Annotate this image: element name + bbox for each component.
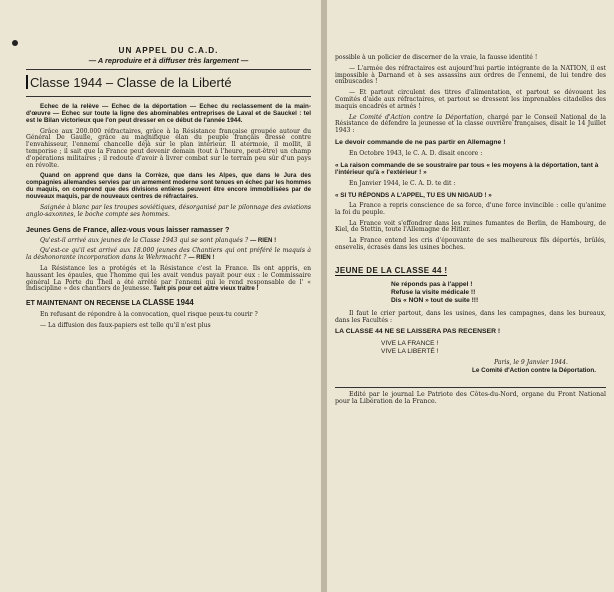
slogans (335, 340, 606, 356)
paragraph-text: chargé par le Conseil National de la Résistance de défendre la jeunesse et la classe ouvrière françaises, disait le 14 Juillet 1943 : (335, 113, 607, 135)
command-item: Ne réponds pas à l'appel ! (391, 280, 473, 288)
answer-text: — RIEN ! (188, 254, 215, 262)
appeal-header: UN APPEL DU C.A.D. (118, 46, 219, 55)
slogan: VIVE LA FRANCE ! (381, 340, 439, 348)
org-name: Le Comité d'Action contre la Déportation, (349, 113, 485, 121)
commands-list (335, 281, 606, 305)
answer-text: — RIEN ! (250, 236, 277, 244)
census-refusal: LA CLASSE 44 NE SE LAISSERA PAS RECENSER ! (335, 328, 501, 336)
census-prefix: ET MAINTENANT ON RECENSE LA (26, 300, 141, 308)
paragraph: En Janvier 1944, le C. A. D. te dit : (349, 179, 456, 187)
young-heading: JEUNE DE LA CLASSE 44 ! (335, 265, 448, 275)
paragraph: — La diffusion des faux-papiers est telle qu'il n'est plus (40, 321, 211, 329)
divider (26, 69, 311, 70)
ink-mark (12, 40, 18, 46)
divider (26, 96, 311, 97)
command-item: Refuse la visite médicale !! (391, 288, 476, 296)
divider (335, 387, 606, 388)
paragraph (335, 115, 606, 135)
signature: Le Comité d'Action contre la Déportation. (472, 367, 596, 375)
paragraph: La France entend les cris d'épouvante de ses malheureux fils déportés, brûlés, ensevelis, écrasés dans les usines boches. (335, 237, 606, 251)
reproduce-instruction: — A reproduire et à diffuser très largement — (88, 56, 249, 65)
question-paragraph (26, 248, 311, 262)
emphasis-text: Tant pis pour cet autre vieux traître ! (153, 285, 259, 293)
page-title (26, 75, 311, 90)
question-text: Qu'est-ce qu'il est arrivé aux 18.000 jeunes des Chantiers qui ont préféré le maquis à la déshonorante incorporation dans la Wehrmacht ? (26, 247, 311, 262)
right-page (327, 0, 614, 592)
paragraph: — L'armée des réfractaires est aujourd'hui partie intégrante de la NATION, il est impossible à Darnand et à ses assassins aux ordres de l'ennemi, de lui tendre des embuscades ! (335, 64, 606, 86)
quote: « SI TU RÉPONDS A L'APPEL, TU ES UN NIGAUD ! » (335, 191, 492, 199)
paragraph: Quand on apprend que dans la Corrèze, que dans les Alpes, que dans le Jura des compagnies allemandes servies par un armement moderne sont tenues en échec par les hommes du maquis, on comprend que des divisions entières peuvent être encore immobilisées par de nouveaux maquis, par de nouveaux centres de réfractaires. (26, 172, 311, 201)
title-text: Classe 1944 – Classe de la Liberté (30, 75, 232, 90)
paragraph (26, 266, 311, 293)
paragraph: possible à un policier de discerner de la vraie, la fausse identité ! (335, 54, 538, 61)
paragraph: En refusant de répondre à la convocation, quel risque peux-tu courir ? (40, 311, 258, 319)
question-paragraph (26, 238, 311, 245)
duty-statement: Le devoir commande de ne pas partir en Allemagne ! (335, 138, 506, 146)
slogan: VIVE LA LIBERTÉ ! (381, 348, 439, 356)
paragraph: Saignée à blanc par les troupes soviétiques, désorganisé par le pilonnage des aviations anglo-saxonnes, le boche compte ses hommes. (26, 204, 311, 218)
question-heading: Jeunes Gens de France, allez-vous vous laisser ramasser ? (26, 224, 230, 234)
paragraph-text: La Résistance les a protégés et la Résistance c'est la France. Ils ont appris, en haussant les épaules, que l'homme qui les avait vendus payait pour eux : le Commissaire général La Porte du Theil a été arrêté par l'ennemi qui le rend responsable de l' « indiscipline » des chantiers de Jeunesse. (26, 265, 311, 293)
quote: « La raison commande de se soustraire par tous « les moyens à la déportation, tant à l'intérieur qu'à « l'extérieur ! » (335, 161, 599, 177)
date-line: Paris, le 9 Janvier 1944. (494, 359, 568, 367)
paragraph: La France a repris conscience de sa force, d'une force invincible : celle qu'anime la foi du peuple. (335, 201, 606, 216)
question-text: Qu'est-il arrivé aux jeunes de la Classe 1943 qui se sont planqués ? (40, 236, 249, 244)
command-item: Dis « NON » tout de suite !!! (391, 296, 479, 304)
paragraph: Grâce aux 200.000 réfractaires, grâce à la Résistance française groupée autour du Général De Gaulle, grâce au magnifique élan du peuple français dressé contre l'envahisseur, l'ennemi chancelle déjà sur le plan intérieur. Il atermoie, il mollit, il temporise ; il sait que la France peut devenir demain (tout à l'heure, peut-être) un champ d'opérations militaires ; il redoute d'avoir à livrer combat sur le terrain peu sûr d'un pays en révolte. (26, 127, 311, 169)
paragraph: La France voit s'effondrer dans les ruines fumantes de Berlin, de Hambourg, de Kiel, de Stettin, toute l'Allemagne de Hitler. (335, 219, 606, 234)
intro-paragraph: Echec de la relève — Echec de la déportation — Echec du reclassement de la main-d'œuvre — Echec sur toute la ligne des abominables entreprises de Laval et de Sauckel : tel est le Bilan victorieux que l'on peut dresser en ce début de l'année 1944. (26, 103, 311, 125)
census-heading (26, 299, 311, 308)
paragraph: Il faut le crier partout, dans les usines, dans les campagnes, dans les bureaux, dans les Facultés : (335, 309, 606, 324)
paragraph: En Octobre 1943, le C. A. D. disait encore : (349, 149, 483, 157)
paragraph: — Et partout circulent des titres d'alimentation, et partout se dévouent les Comités d'aide aux réfractaires, et partout se dressent les imprenables citadelles des maquis encadrés et armés ! (335, 89, 606, 110)
publisher-note: Edité par le journal Le Patriote des Côtes-du-Nord, organe du Front National pour la Libération de la France. (335, 391, 606, 406)
census-class: CLASSE 1944 (142, 298, 194, 308)
